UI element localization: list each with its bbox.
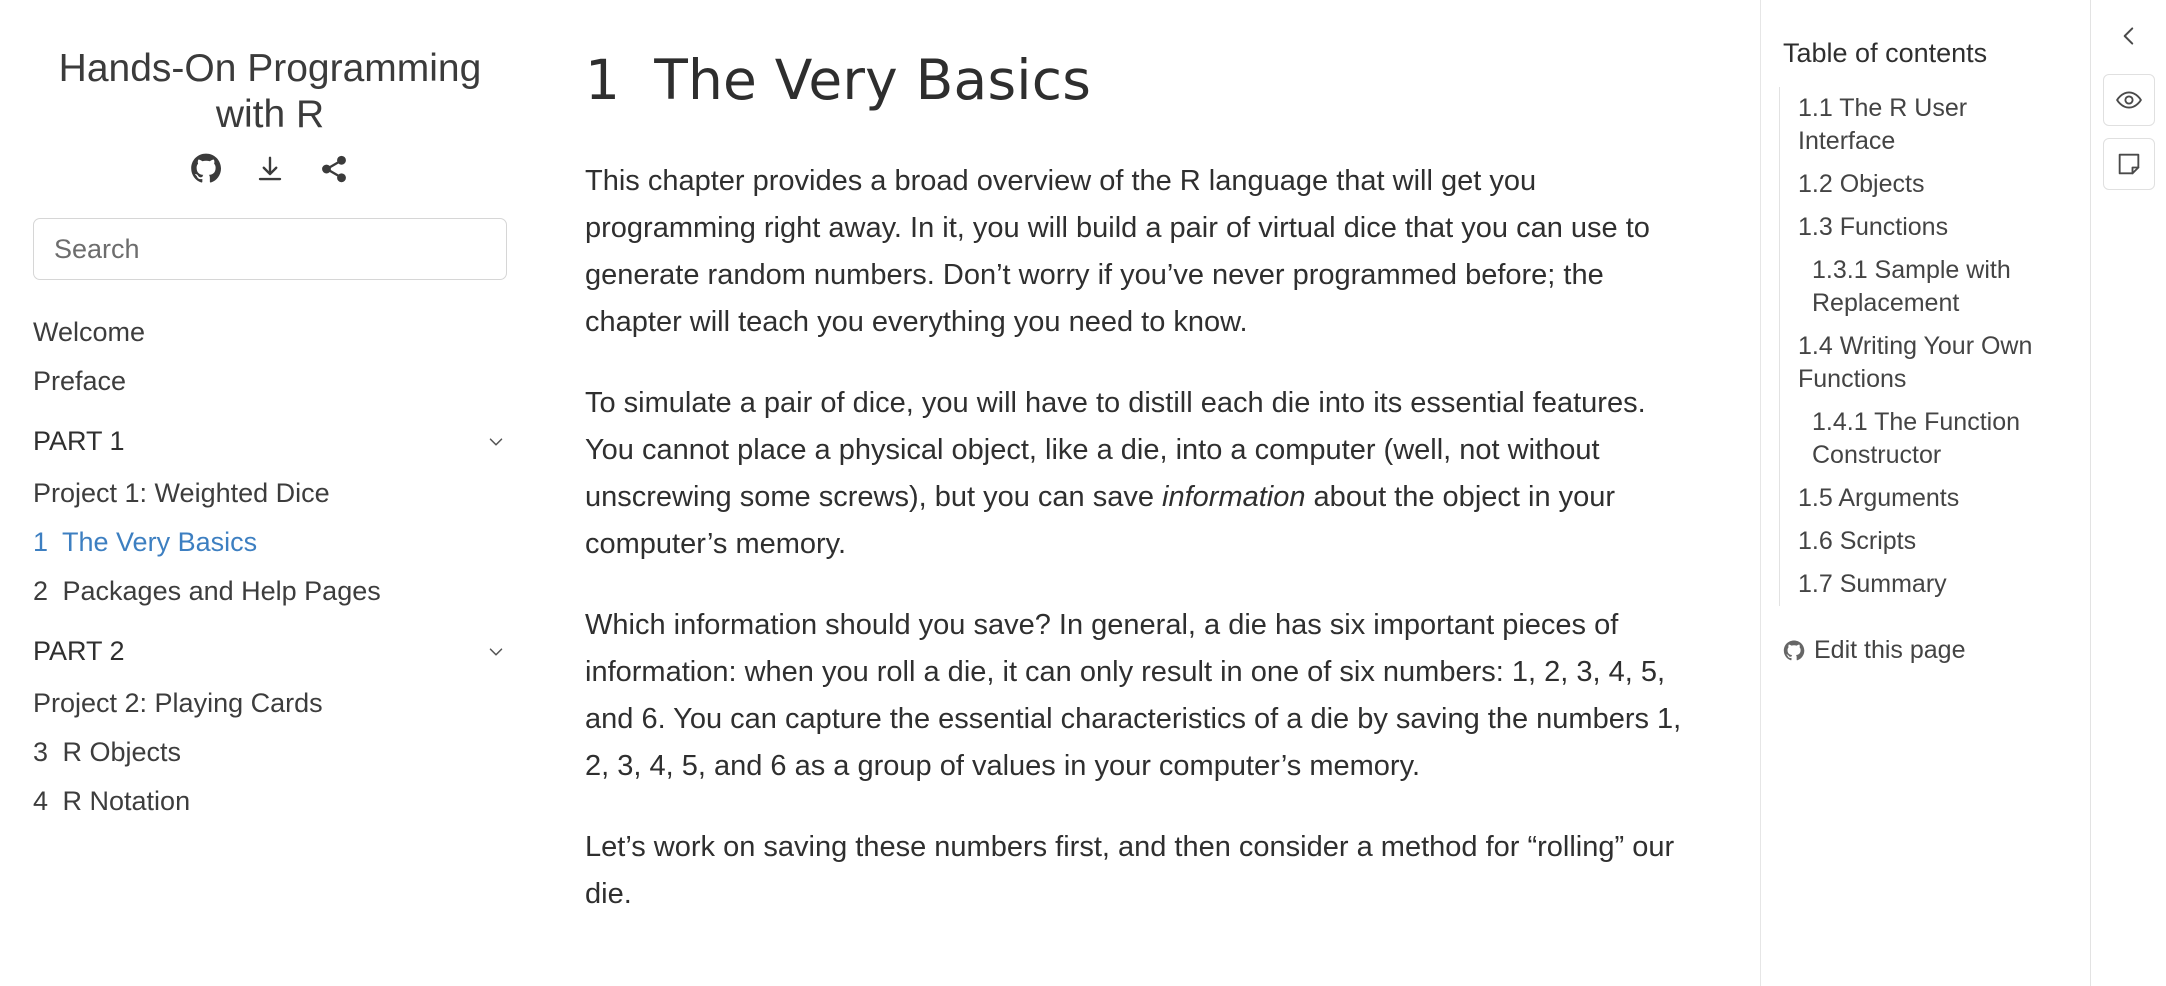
paragraph-4: Let’s work on saving these numbers first, and then consider a method for “rolling” our die. (585, 830, 1675, 910)
sidebar-part-1-label: PART 1 (33, 426, 125, 457)
toc-list (1779, 87, 2070, 606)
paragraph-2-after: about the object in your computer’s memory. (585, 480, 1616, 560)
paragraph-1: This chapter provides a broad overview of the R language that will get you programming right away. In it, you will build a pair of virtual dice that you can use to generate random numbers. Don’t worry if you’ve never programmed before; the chapter will teach you everything you need to know. (585, 165, 1650, 338)
toc-item[interactable]: 1.4 Writing Your Own Functions (1798, 332, 2033, 393)
sidebar-item-label: R Objects (62, 737, 182, 768)
sidebar-item-label: Packages and Help Pages (62, 576, 381, 607)
sidebar-item-welcome[interactable]: Welcome (33, 317, 146, 348)
sidebar-item-number: 3 (33, 737, 49, 768)
sidebar-item-the-very-basics[interactable] (33, 518, 507, 567)
github-icon (1783, 640, 1805, 662)
sidebar-part-1[interactable] (33, 406, 507, 469)
edit-this-page-label: Edit this page (1814, 636, 1966, 664)
sidebar-item-project-2[interactable]: Project 2: Playing Cards (33, 688, 323, 719)
toc-item[interactable]: 1.1 The R User Interface (1798, 94, 1968, 155)
eye-icon[interactable] (2103, 74, 2155, 126)
toc-item[interactable]: 1.7 Summary (1798, 570, 1947, 598)
sidebar-item-number: 1 (33, 527, 49, 558)
sidebar-item-packages-and-help-pages[interactable] (33, 567, 507, 616)
paragraph-2 (585, 380, 1688, 568)
collapse-sidebar-icon[interactable] (2103, 10, 2155, 62)
book-title: Hands-On Programming with R (58, 47, 482, 137)
sidebar (0, 0, 540, 986)
toc-title: Table of contents (1783, 38, 1988, 68)
chapter-title-text: The Very Basics (654, 48, 1092, 112)
page-title (585, 48, 1688, 112)
main-content (540, 0, 1748, 986)
sidebar-item-r-notation[interactable] (33, 777, 507, 826)
right-rail (2090, 0, 2166, 986)
sidebar-part-2[interactable] (33, 616, 507, 679)
toc-item[interactable]: 1.4.1 The Function Constructor (1812, 408, 2021, 469)
sidebar-item-label: The Very Basics (62, 527, 258, 558)
table-of-contents (1760, 0, 2090, 986)
paragraph-2-emphasis: information (1162, 480, 1306, 513)
sidebar-item-preface[interactable]: Preface (33, 366, 127, 397)
download-icon[interactable] (253, 152, 287, 186)
sidebar-item-r-objects[interactable] (33, 728, 507, 777)
chapter-number: 1 (585, 48, 621, 112)
notes-icon[interactable] (2103, 138, 2155, 190)
search-input[interactable] (33, 218, 507, 280)
chevron-down-icon (485, 431, 507, 453)
sidebar-nav (33, 308, 507, 826)
share-icon[interactable] (317, 152, 351, 186)
sidebar-item-number: 4 (33, 786, 49, 817)
chevron-down-icon (485, 641, 507, 663)
sidebar-item-label: R Notation (62, 786, 191, 817)
sidebar-part-2-label: PART 2 (33, 636, 125, 667)
paragraph-3: Which information should you save? In general, a die has six important pieces of information: when you roll a die, it can only result in one of six numbers: 1, 2, 3, 4, 5, and 6. You can capture the essential characteristics of a die by saving the numbers 1, 2, 3, 4, 5, and 6 as a group of values in your computer’s memory. (585, 608, 1682, 782)
toc-item[interactable]: 1.6 Scripts (1798, 527, 1917, 555)
sidebar-item-project-1[interactable]: Project 1: Weighted Dice (33, 478, 330, 509)
toc-item[interactable]: 1.2 Objects (1798, 170, 1925, 198)
edit-this-page-link[interactable] (1779, 636, 2070, 665)
toc-item[interactable]: 1.5 Arguments (1798, 484, 1960, 512)
github-icon[interactable] (189, 152, 223, 186)
toc-item[interactable]: 1.3.1 Sample with Replacement (1812, 256, 2011, 317)
sidebar-item-number: 2 (33, 576, 49, 607)
toc-item[interactable]: 1.3 Functions (1798, 213, 1949, 241)
sidebar-icon-row (33, 152, 507, 186)
paragraph-2-before: To simulate a pair of dice, you will have to distill each die into its essential features. You cannot place a physical object, like a die, into a computer (well, not without unscrewing some screws), but you can save (585, 386, 1646, 513)
